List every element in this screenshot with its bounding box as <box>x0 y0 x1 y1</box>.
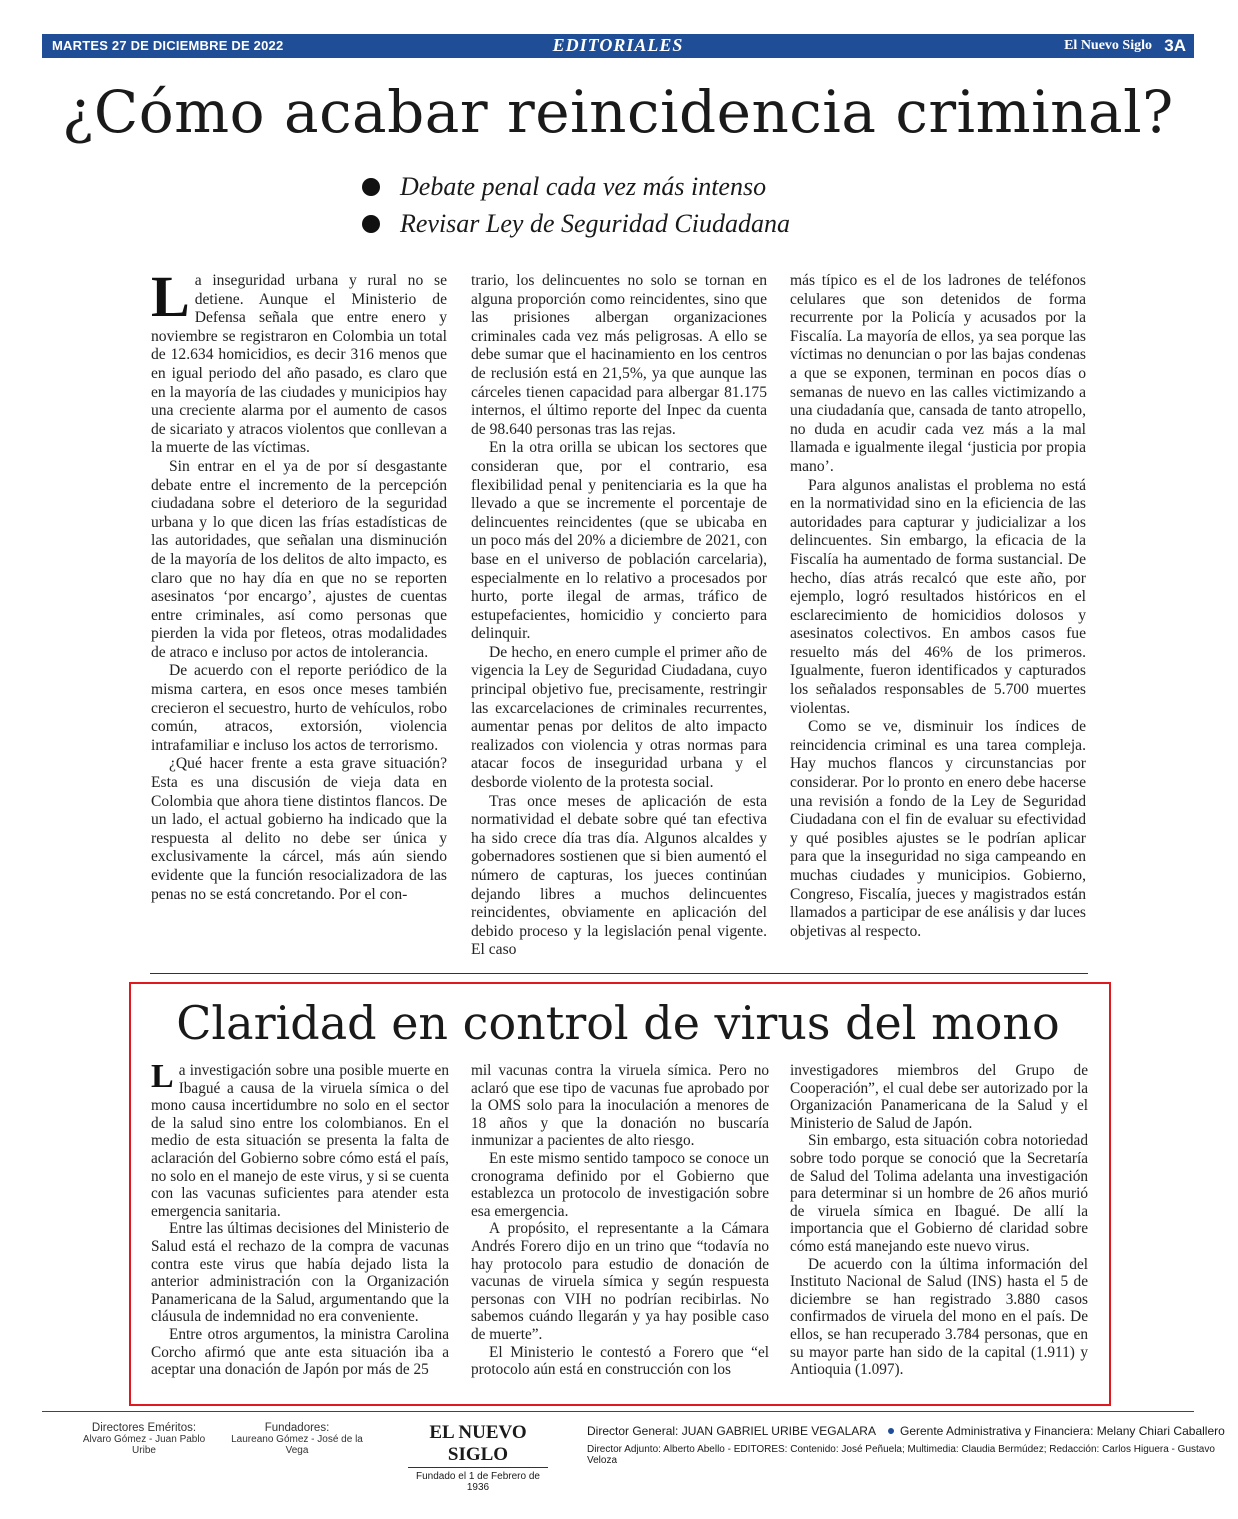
article1-column-1 <box>151 264 447 904</box>
paragraph: Tras once meses de aplicación de esta normatividad el debate sobre qué tan efectiva ha sido crece día tras día. Algunos alcaldes y gobernadores sostienen que si bien aumentó el número de capturas, los jueces continúan dejando libres a muchos delincuentes reincidentes, obviamente en aplicación del debido proceso y la legislación penal vigente. El caso <box>471 792 767 959</box>
staff-credits <box>587 1424 1238 1466</box>
paragraph: Entre otros argumentos, la ministra Carolina Corcho afirmó que ante esta situación iba a aceptar una donación de Japón por más de 25 <box>151 1325 449 1379</box>
section-header-bar <box>42 34 1194 58</box>
founders-label: Fundadores: <box>264 1422 330 1434</box>
section-title: EDITORIALES <box>552 35 684 55</box>
article2-column-3 <box>790 1062 1088 1379</box>
bullet-dot-icon <box>362 178 380 196</box>
paragraph: Para algunos analistas el problema no está en la normatividad sino en la eficiencia de las autoridades para capturar y judicializar a los delincuentes. Sin embargo, la eficacia de la Fiscalía ha aumentado de forma sustancial. De hecho, días atrás recalcó que este año, por ejemplo, logró resultados históricos en el esclarecimiento de homicidios dolosos y asesinatos colectivos. En ambos casos fue resuelto más del 46% de los primeros. Igualmente, fueron identificados y capturados los señalados responsables de 5.700 muertes violentas. <box>790 476 1086 717</box>
footer-divider <box>42 1411 1194 1412</box>
summary-bullet-text: Debate penal cada vez más intenso <box>400 172 767 201</box>
editors-line: Director Adjunto: Alberto Abello - EDITORES: Contenido: José Peñuela; Multimedia: Claudia Bermúdez; Redacción: Carlos Higuera - Gustavo Veloza <box>587 1444 1215 1466</box>
founders <box>222 1422 372 1456</box>
separator-dot-icon <box>888 1428 894 1434</box>
founded-date: Fundado el 1 de Febrero de 1936 <box>416 1471 540 1493</box>
paragraph: Sin embargo, esta situación cobra notoriedad sobre todo porque se conoció que la Secretaría de Salud del Tolima adelanta una investigación para determinar si un hombre de 26 años murió de viruela símica en Ibagué. De allí la importancia que el Gobierno dé claridad sobre cómo está manejando este nuevo virus. <box>790 1132 1088 1255</box>
director-general: Director General: JUAN GABRIEL URIBE VEGALARA <box>587 1424 876 1438</box>
administrative-manager: Gerente Administrativa y Financiera: Melany Chiari Caballero <box>899 1424 1225 1438</box>
paragraph: A propósito, el representante a la Cámara Andrés Forero dijo en un trino que “todavía no hay protocolo para estudio de donación de vacunas de viruela símica y según respuesta personas con VIH no podrían recibirlas. No sabemos cuándo llegarán y ya hay posible caso de muerte”. <box>471 1220 769 1343</box>
article2-column-2 <box>471 1062 769 1379</box>
paragraph: ¿Qué hacer frente a esta grave situación? Esta es una discusión de vieja data en Colombia que ahora tiene distintos flancos. De un lado, el actual gobierno ha indicado que la respuesta al delito no debe ser única y exclusivamente la cárcel, más aún siendo evidente que la función resocializadora de las penas no se está concretando. Por el con- <box>151 755 447 903</box>
newspaper-name: El Nuevo Siglo <box>1064 38 1152 53</box>
summary-bullet <box>356 168 790 205</box>
paragraph: En la otra orilla se ubican los sectores que consideran que, por el contrario, esa flexibilidad penal y penitenciaria es la que ha llevado a que se incremente el porcentaje de delincuentes reincidentes (que se ubicaba en un poco más del 20% a diciembre de 2021, con base en el universo de población carcelaria), especialmente en lo relativo a procesados por hurto, porte ilegal de armas, tráfico de estupefacientes, homicidio y concierto para delinquir. <box>471 439 767 643</box>
paragraph: más típico es el de los ladrones de teléfonos celulares que son detenidos de forma recurrente por la Policía y acusados por la Fiscalía. La mayoría de ellos, ya sea porque las víctimas no denuncian o por las bajas condenas a que se exponen, terminan en pocos días o semanas de nuevo en las calles victimizando a una ciudadanía que, cansada de tanto atropello, no duda en acudir cada vez más a la mal llamada e igualmente ilegal ‘justicia por propia mano’. <box>790 272 1086 475</box>
staff-line-1 <box>587 1424 1238 1438</box>
paragraph: Entre las últimas decisiones del Ministerio de Salud está el rechazo de la compra de vacunas contra este virus que había dejado lista la anterior administración con la Organización Panamericana de la Salud, argumentando que la cláusula de indemnidad no era conveniente. <box>151 1220 449 1326</box>
paragraph: En este mismo sentido tampoco se conoce un cronograma definido por el Gobierno que establezca un protocolo de investigación sobre esa emergencia. <box>471 1149 769 1220</box>
emeritus-directors <box>74 1422 214 1456</box>
article1-column-3 <box>790 272 1086 941</box>
bullet-dot-icon <box>362 215 380 233</box>
paragraph: De acuerdo con el reporte periódico de la misma cartera, en esos once meses también crecieron el secuestro, hurto de vehículos, robo común, atracos, extorsión, violencia intrafamiliar e incluso los actos de terrorismo. <box>151 662 447 754</box>
summary-bullet-text: Revisar Ley de Seguridad Ciudadana <box>400 209 790 238</box>
paragraph: De acuerdo con la última información del Instituto Nacional de Salud (INS) hasta el 5 de diciembre se han registrado 3.880 casos confirmados de viruela del mono en el país. De ellos, se han recuperado 3.784 personas, que en su mayor parte han sido de la capital (1.911) y Antioquia (1.097). <box>790 1255 1088 1379</box>
summary-bullet <box>356 205 790 242</box>
drop-cap: L <box>151 1058 174 1095</box>
paragraph: mil vacunas contra la viruela símica. Pero no aclaró que ese tipo de vacunas fue aprobado por la OMS solo para la inoculación a menores de 18 años y que la donación no buscaría inmunizar a pacientes de alto riesgo. <box>471 1062 769 1150</box>
paragraph: El Ministerio le contestó a Forero que “el protocolo aún está en construcción con los <box>471 1343 769 1379</box>
paragraph: Sin entrar en el ya de por sí desgastante debate entre el incremento de la percepción ciudadana sobre el deterioro de la seguridad urbana y lo que dicen las frías estadísticas de las autoridades, que señalan una disminución de la mayoría de los delitos de alto impacto, es claro que no hay día en que no se reporten asesinatos ‘por encargo’, ajustes de cuentas entre criminales, así como personas que pierden la vida por fleteos, otras modalidades de atraco e incluso por actos de intolerancia. <box>151 457 447 661</box>
founders-names: Laureano Gómez - José de la Vega <box>231 1434 363 1456</box>
article2-title: Claridad en control de virus del mono <box>176 996 1060 1050</box>
page-number: 3A <box>1164 36 1186 55</box>
emeritus-names: Alvaro Gómez - Juan Pablo Uribe <box>82 1434 206 1456</box>
article1-summary-bullets <box>356 168 790 242</box>
newspaper-logo <box>408 1422 548 1493</box>
paragraph: De hecho, en enero cumple el primer año de vigencia la Ley de Seguridad Ciudadana, cuyo principal objetivo fue, precisamente, restringir las excarcelaciones de criminales recurrentes, aumentar penas por delitos de alto impacto realizados con violencia y otras normas para atacar focos de inseguridad urbana y el desborde violento de la protesta social. <box>471 643 767 792</box>
paragraph: investigadores miembros del Grupo de Cooperación”, el cual debe ser autorizado por la Organización Panamericana de la Salud y el Ministerio de Salud de Japón. <box>790 1062 1088 1132</box>
drop-cap: L <box>151 264 190 329</box>
logo-text: EL NUEVO SIGLO <box>408 1422 548 1468</box>
article1-title: ¿Cómo acabar reincidencia criminal? <box>62 78 1174 146</box>
paragraph: Como se ve, disminuir los índices de reincidencia criminal es una tarea compleja. Hay muchos flancos y circunstancias por considerar. Por lo pronto en enero debe hacerse una revisión a fondo de la Ley de Seguridad Ciudadana con el fin de evaluar su efectividad y qué posibles ajustes se le podrían aplicar para que la inseguridad no siga campeando en muchas ciudades y municipios. Gobierno, Congreso, Fiscalía, jueces y magistrados están llamados a participar de ese análisis y dar luces objetivas al respecto. <box>790 718 1086 940</box>
emeritus-label: Directores Eméritos: <box>91 1422 197 1434</box>
issue-date: MARTES 27 DE DICIEMBRE DE 2022 <box>52 38 284 53</box>
paragraph: a inseguridad urbana y rural no se detiene. Aunque el Ministerio de Defensa señala que entre enero y noviembre se registraron en Colombia un total de 12.634 homicidios, es decir 316 menos que en igual periodo del año pasado, es claro que en la mayoría de las ciudades y municipios hay una creciente alarma por el aumento de casos de sicariato y atracos violentos que conllevan a la muerte de las víctimas. <box>151 272 447 457</box>
article2-column-1 <box>151 1058 449 1379</box>
article1-column-2 <box>471 272 767 960</box>
paragraph: trario, los delincuentes no solo se tornan en alguna proporción como reincidentes, sino que las prisiones albergan organizaciones criminales cada vez más peligrosas. A ello se debe sumar que el hacinamiento en los centros de reclusión está en 21,5%, ya que aunque las cárceles tienen capacidad para albergar 81.175 internos, el último reporte del Inpec da cuenta de 98.640 personas tras las rejas. <box>471 272 767 438</box>
paragraph: a investigación sobre una posible muerte en Ibagué a causa de la viruela símica o del mono causa incertidumbre no solo en el sector de la salud sino entre los colombianos. En el medio de esta situación se presenta la falta de aclaración del Gobierno sobre cómo está el país, no solo en el manejo de este virus, y si se cuenta con las vacunas suficientes para atender esta emergencia sanitaria. <box>151 1062 449 1220</box>
article-divider <box>150 973 1088 974</box>
